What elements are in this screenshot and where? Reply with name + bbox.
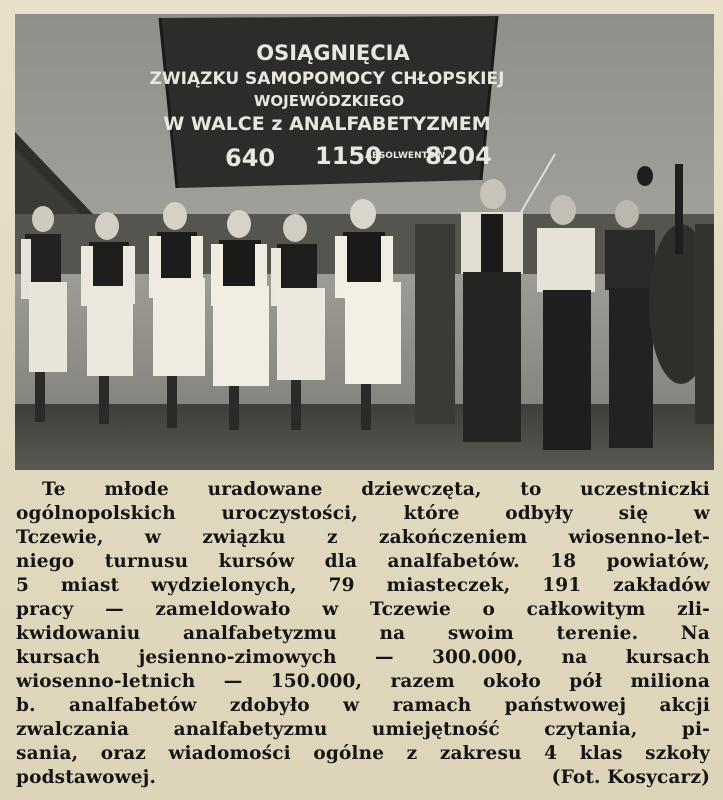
photo-caption [16,478,710,790]
banner-line-5b: 1150 [315,142,382,170]
caption-line: niego turnusu kursów dla analfabetów. 18 powiatów, [16,551,710,572]
banner-line-5d: 8204 [425,142,492,170]
caption-line: kursach jesienno-zimowych — 300.000, na kursach [16,647,710,668]
banner-line-5c: ABSOLWENTÓW [365,151,446,161]
caption-last-line [16,766,710,790]
caption-line: Te młode uradowane dziewczęta, to uczestniczki [42,479,710,500]
caption-line: pracy — zameldowało w Tczewie o całkowitym zli- [16,599,710,620]
banner [150,16,505,188]
photograph [15,14,714,470]
caption-line: Tczewie, w związku z zakończeniem wiosenno-let- [16,527,710,548]
caption-line: ogólnopolskich uroczystości, które odbyły się w [16,503,710,524]
banner-line-1: OSIĄGNIĘCIA [256,41,410,65]
banner-line-4: W WALCE z ANALFABETYZMEM [163,113,491,135]
photo-illustration [15,14,714,470]
banner-line-5a: 640 [225,144,276,172]
caption-line: kwidowaniu analfabetyzmu na swoim terenie. Na [16,623,710,644]
caption-line: sania, oraz wiadomości ogólne z zakresu 4 klas szkoły [16,743,710,764]
banner-line-3: WOJEWÓDZKIEGO [253,92,405,110]
caption-line: zwalczania analfabetyzmu umiejętność czytania, pi- [16,719,710,740]
photo-credit: (Fot. Kosycarz) [551,767,710,788]
caption-line: 5 miast wydzielonych, 79 miasteczek, 191 zakładów [16,575,710,596]
caption-last-text: podstawowej. [16,767,157,788]
banner-line-2: ZWIĄZKU SAMOPOMOCY CHŁOPSKIEJ [149,69,505,89]
caption-line: wiosenno-letnich — 150.000, razem około pół miliona [16,671,710,692]
caption-line: b. analfabetów zdobyło w ramach państwowej akcji [16,695,710,716]
